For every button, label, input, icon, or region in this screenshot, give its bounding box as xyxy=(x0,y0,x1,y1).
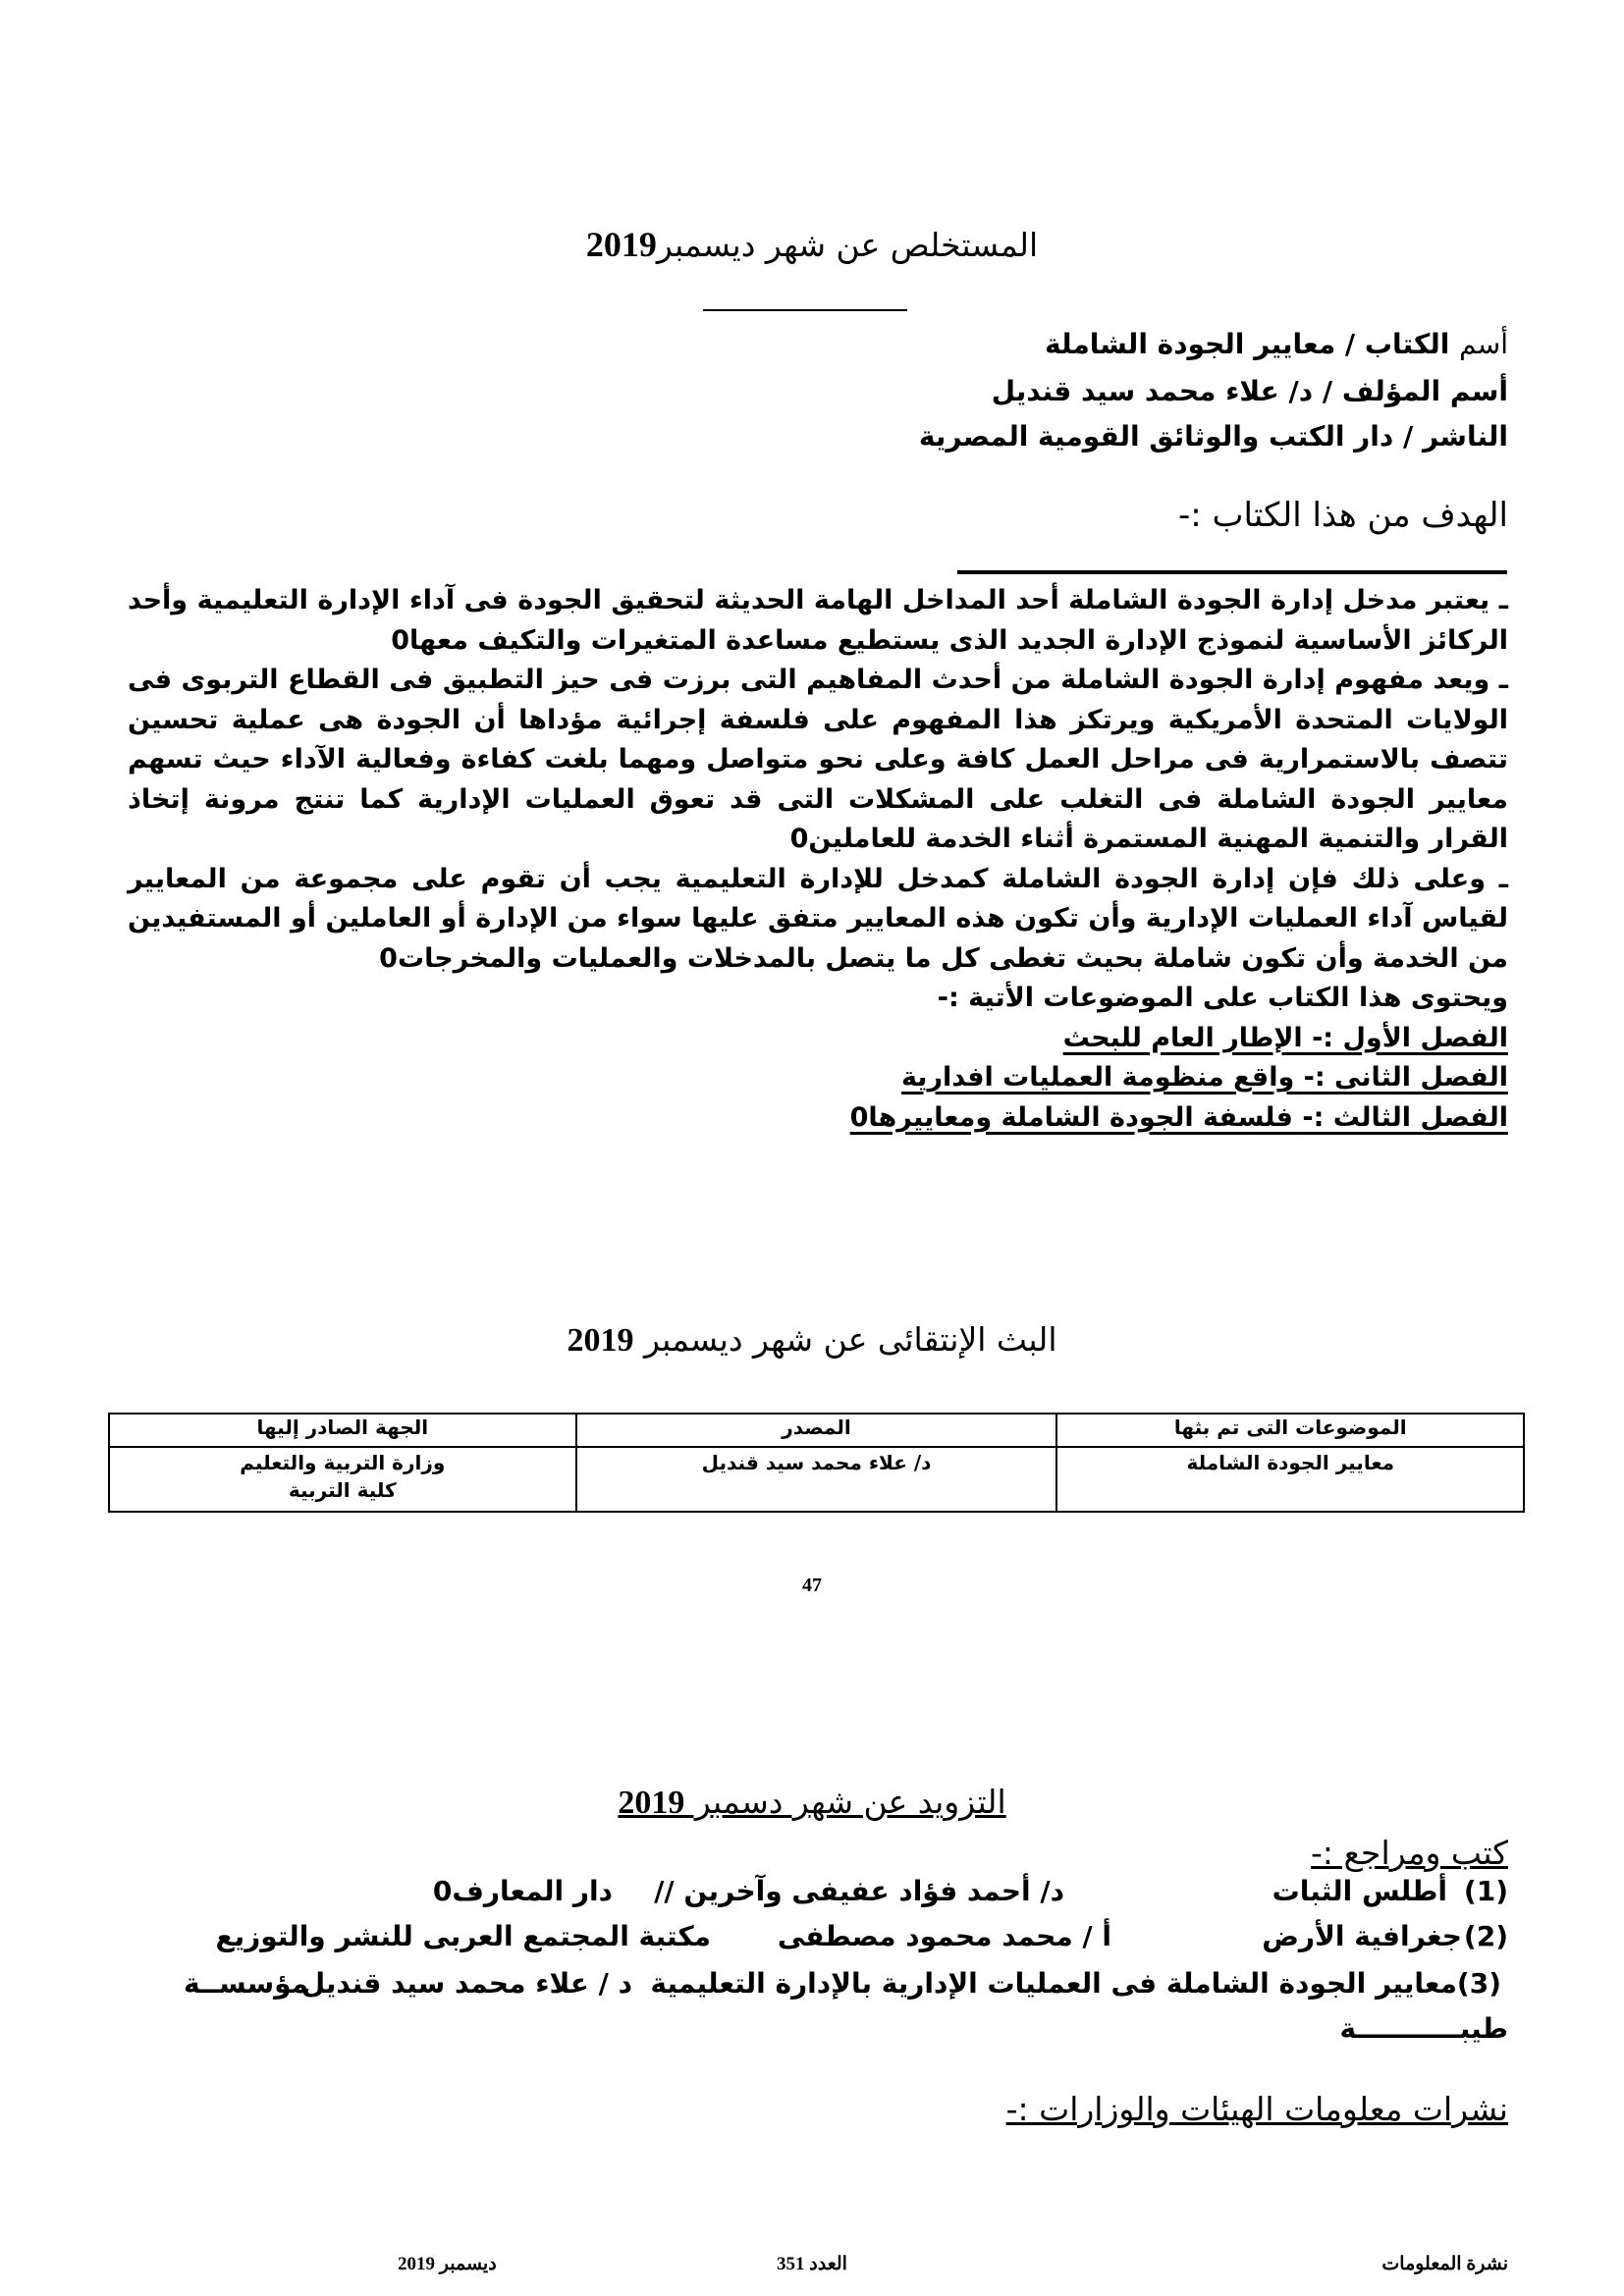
cell-line: كلية التربية xyxy=(288,1478,397,1502)
chapter-text: فلسفة الجودة الشاملة ومعاييرها0 xyxy=(849,1101,1303,1133)
sdi-title xyxy=(0,1320,1624,1360)
list-item xyxy=(0,1967,1624,2010)
acquisitions-title xyxy=(0,1783,1624,1822)
chapter-text: واقع منظومة العمليات افدارية xyxy=(900,1062,1304,1093)
abstract-paragraph-1: ـ يعتبر مدخل إدارة الجودة الشاملة أحد المداخل الهامة الحديثة لتحقيق الجودة فى آداء الإدارة التعليمية وأحد الركائز الأساسية لنموذج الإدارة الجديد الذى يستطيع مساعدة المتغيرات والتكيف معها0 xyxy=(128,585,1508,656)
abstract-title-text: المستخلص عن شهر ديسمبر xyxy=(656,226,1039,264)
cell-line: وزارة التربية والتعليم xyxy=(240,1451,446,1474)
sdi-title-year: 2019 xyxy=(567,1322,634,1359)
chapter-item xyxy=(128,1098,1508,1139)
title-underline xyxy=(703,309,907,311)
footer-bulletin-name: نشرة المعلومات xyxy=(1381,2254,1508,2274)
table-row xyxy=(109,1447,1524,1512)
book-publisher-continued: طيبـــــــــــة xyxy=(1339,2012,1508,2045)
footer-date: ديسمبر 2019 xyxy=(398,2254,497,2274)
book-title: جغرافية الأرض xyxy=(1262,1920,1462,1952)
book-number: (1) xyxy=(1463,1875,1508,1907)
book-title-line xyxy=(114,321,1508,368)
chapter-label: الفصل الثانى :- xyxy=(1303,1062,1508,1093)
author-line: أسم المؤلف / د/ علاء محمد سيد قنديل xyxy=(991,375,1508,407)
sdi-table xyxy=(108,1413,1525,1513)
contents-intro: ويحتوى هذا الكتاب على الموضوعات الأتية :- xyxy=(937,983,1508,1013)
book-title: معايير الجودة الشاملة فى العمليات الإدارية بالإدارة التعليمية xyxy=(650,1967,1457,2000)
table-header-row xyxy=(109,1414,1524,1447)
table-header: الموضوعات التى تم بثها xyxy=(1056,1414,1524,1447)
book-title-value: الكتاب / معايير الجودة الشاملة xyxy=(1045,328,1460,360)
abstract-body xyxy=(128,581,1508,1138)
table-header: الجهة الصادر إليها xyxy=(109,1414,576,1447)
table-cell: د/ علاء محمد سيد قنديل xyxy=(576,1447,1057,1512)
acquisitions-title-text: التزويد عن شهر دسمبر xyxy=(684,1783,1006,1821)
page-number: 47 xyxy=(802,1575,822,1596)
book-publisher: مكتبة المجتمع العربى للنشر والتوزيع xyxy=(215,1920,711,1952)
aim-heading-rule xyxy=(957,570,1507,574)
publisher-line: الناشر / دار الكتب والوثائق القومية المصرية xyxy=(918,420,1508,453)
book-publisher: دار المعارف0 xyxy=(432,1875,613,1907)
chapter-label: الفصل الثالث :- xyxy=(1302,1101,1508,1133)
book-author: د / علاء محمد سيد قنديل xyxy=(300,1967,632,2000)
chapter-label: الفصل الأول :- xyxy=(1312,1022,1508,1053)
table-header: المصدر xyxy=(576,1414,1057,1447)
book-number: (2) xyxy=(1463,1920,1508,1952)
abstract-title-year: 2019 xyxy=(585,225,657,264)
table-cell: معايير الجودة الشاملة xyxy=(1056,1447,1524,1512)
book-title: أطلس الثبات xyxy=(1272,1875,1447,1907)
acquisitions-title-year: 2019 xyxy=(618,1785,685,1821)
abstract-paragraph-3: ـ وعلى ذلك فإن إدارة الجودة الشاملة كمدخل للإدارة التعليمية يجب أن تقوم على مجموعة من المعايير لقياس آداء العمليات الإدارية وأن تكون هذه المعايير متفق عليها سواء من الإدارة أو العاملين أو المستفيدين من الخدمة وأن تكون شاملة بحيث تغطى كل ما يتصل بالمدخلات والعمليات والمخرجات0 xyxy=(128,863,1508,974)
book-title-label: أسم xyxy=(1459,328,1508,360)
chapter-item xyxy=(128,1058,1508,1098)
books-heading: كتب ومراجع :- xyxy=(1310,1834,1508,1872)
book-author: أ / محمد محمود مصطفى xyxy=(777,1920,1111,1952)
chapter-text: الإطار العام للبحث xyxy=(1062,1022,1313,1053)
sdi-title-text: البث الإنتقائى عن شهر ديسمبر xyxy=(633,1320,1057,1359)
book-number: (3) xyxy=(1456,1967,1501,2000)
abstract-paragraph-2: ـ ويعد مفهوم إدارة الجودة الشاملة من أحدث المفاهيم التى برزت فى حيز التطبيق فى القطاع التربوى فى الولايات المتحدة الأمريكية ويرتكز هذا المفهوم على فلسفة إجرائية مؤداها أن الجودة هى عملية تحسين تتصف بالاستمرارية فى مراحل العمل كافة وعلى نحو متواصل ومهما بلغت كفاءة وفعالية الآداء حيث تسهم معايير الجودة الشاملة فى التغلب على المشكلات التى قد تعوق العمليات الإدارية كما تنتج مرونة إتخاذ القرار والتنمية المهنية المستمرة أثناء الخدمة للعاملين0 xyxy=(128,665,1508,854)
list-item xyxy=(0,1920,1624,1963)
abstract-title xyxy=(0,224,1624,265)
book-author: د/ أحمد فؤاد عفيفى وآخرين // xyxy=(654,1875,1064,1907)
bulletins-heading: نشرات معلومات الهيئات والوزارات :- xyxy=(1005,2090,1508,2128)
book-publisher: مؤسســة xyxy=(183,1967,308,2000)
list-item xyxy=(0,1875,1624,1918)
footer-issue-number: العدد 351 xyxy=(777,2254,847,2274)
chapter-list xyxy=(128,1019,1508,1139)
chapter-item xyxy=(128,1019,1508,1059)
table-cell xyxy=(109,1447,576,1512)
aim-heading: الهدف من هذا الكتاب :- xyxy=(1177,496,1508,535)
